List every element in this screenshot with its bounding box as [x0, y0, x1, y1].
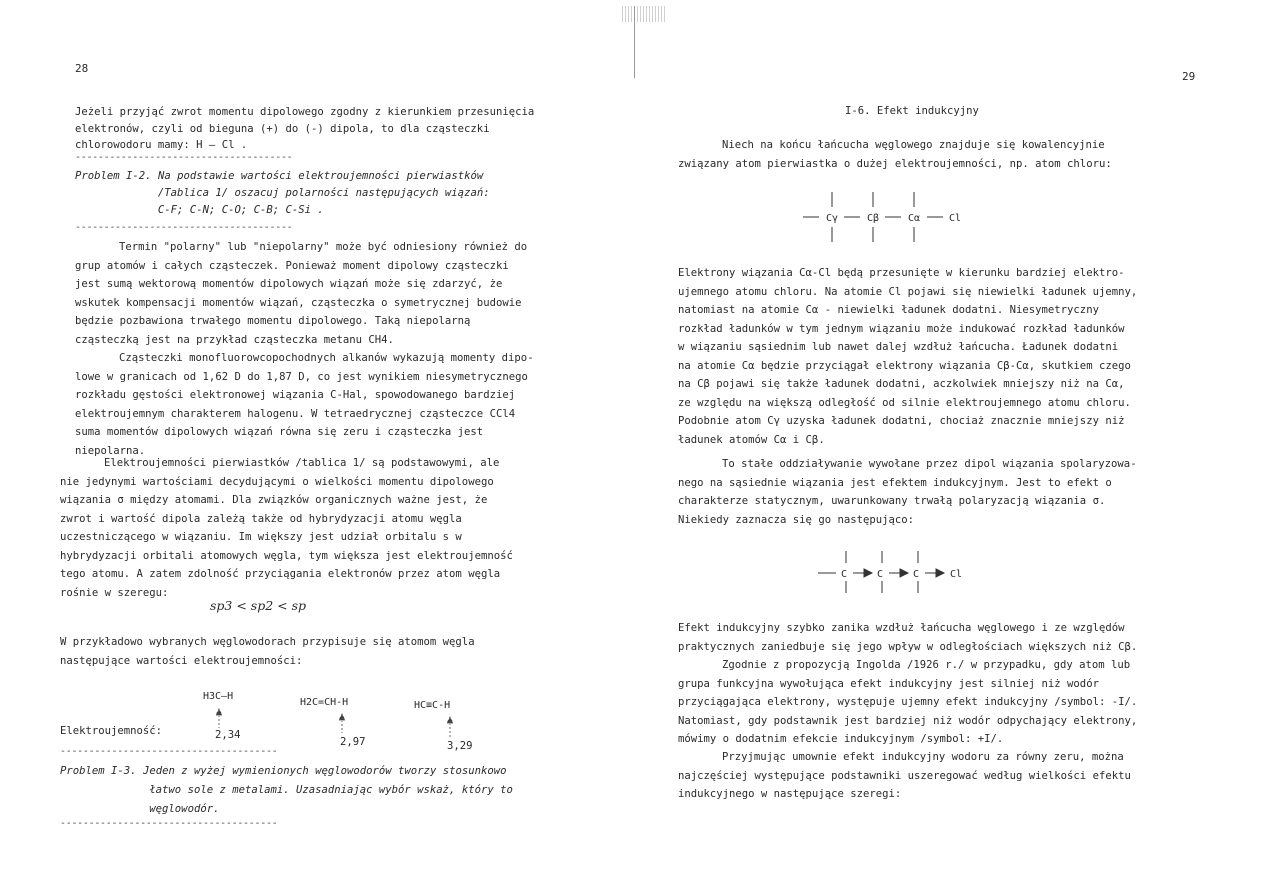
intro-line-1: Jeżeli przyjąć zwrot momentu dipolowego zgodny z kierunkiem przesunięcia — [75, 106, 535, 118]
para-line: przyciągająca elektrony, występuje ujemny efekt indukcyjny /symbol: -I/. — [678, 696, 1138, 708]
para-line: grup atomów i całych cząsteczek. Ponieważ moment dipolowy cząsteczki — [75, 259, 509, 272]
para-line: rośnie w szeregu: — [60, 586, 169, 599]
para-line: indukcyjnego w następujące szeregi: — [678, 788, 902, 800]
chain-atom: Cα — [908, 213, 921, 224]
problem-2-line-1: Na podstawie wartości elektroujemności pierwiastków — [157, 170, 484, 182]
para-line: Niech na końcu łańcucha węglowego znajduje się kowalencyjnie — [722, 139, 1105, 151]
para-line: niepolarna. — [75, 444, 146, 457]
separator-rule: -------------------------------------- — [75, 152, 293, 163]
intro-line-3: chlorowodoru mamy: H — Cl . — [75, 139, 248, 151]
para-line: mówimy o dodatnim efekcie indukcyjnym /symbol: +I/. — [678, 733, 1004, 745]
para-line: następujące wartości elektroujemności: — [60, 654, 303, 667]
para-line: tego atomu. A zatem zdolność przyciągania elektronów przez atom węgla — [60, 568, 501, 580]
para-line: wiązania σ między atomami. Dla związków organicznych ważne jest, że — [60, 494, 488, 506]
paragraph-ingold — [678, 656, 1137, 749]
para-line: ujemnego atomu chloru. Na atomie Cl pojawi się niewielki ładunek ujemny, — [678, 285, 1138, 298]
right-page — [632, 0, 1263, 893]
hydrocarbon-formula: H2C=CH-H — [300, 697, 349, 708]
para-line: Termin "polarny" lub "niepolarny" może być odniesiony również do — [119, 241, 528, 253]
chain-atom: C — [841, 569, 848, 580]
para-line: wskutek kompensacji momentów wiązań, cząsteczka o symetrycznej budowie — [75, 296, 522, 309]
para-line: rozkład ładunków w tym jednym wiązaniu może indukować rozkład ładunków — [678, 322, 1125, 335]
chain-atom: C — [913, 569, 920, 580]
para-line: uczestniczącego w wiązaniu. Im większy jest udział orbitalu s w — [60, 531, 462, 543]
para-line: Elektrony wiązania Cα-Cl będą przesunięte w kierunku bardziej elektro- — [678, 267, 1125, 279]
para-line: na atomie Cα będzie przyciągał elektrony wiązania Cβ-Cα, skutkiem czego — [678, 359, 1131, 372]
problem-2-line-3: C-F; C-N; C-O; C-B; C-Si . — [157, 204, 324, 216]
problem-3-line-3: węglowodór. — [149, 803, 220, 815]
problem-3-label: Problem I-3. — [60, 765, 137, 777]
para-line: Zgodnie z propozycją Ingolda /1926 r./ w przypadku, gdy atom lub — [722, 659, 1131, 671]
problem-3-line-1: Jeden z wyżej wymienionych węglowodorów tworzy stosunkowo — [142, 765, 507, 777]
para-line: nie jedynymi wartościami decydującymi o wielkości momentu dipolowego — [60, 475, 494, 488]
para-line: praktycznych zaniedbuje się jego wpływ w odległościach większych niż Cβ. — [678, 640, 1138, 653]
hybridization-series: sp3 < sp2 < sp — [210, 598, 306, 613]
problem-2-label: Problem I-2. — [75, 170, 152, 182]
chain-atom: Cγ — [826, 213, 839, 224]
para-line: hybrydyzacji orbitali atomowych węgla, tym większa jest elektroujemność — [60, 549, 513, 562]
electronegativity-label: Elektroujemność: — [60, 725, 163, 737]
para-line: W przykładowo wybranych węglowodorach przypisuje się atomom węgla — [60, 636, 475, 648]
para-line: Przyjmując umownie efekt indukcyjny wodoru za równy zeru, można — [722, 751, 1124, 763]
para-line: w wiązaniu sąsiednim lub nawet dalej wzdłuż łańcucha. Ładunek dodatni — [678, 341, 1119, 353]
para-line: będzie pozbawiona trwałego momentu dipolowego. Taką niepolarną — [75, 315, 471, 327]
para-line: Efekt indukcyjny szybko zanika wzdłuż łańcucha węglowego i ze względów — [678, 622, 1125, 634]
para-line: ze względu na większą odległość od silnie elektroujemnego atomu chloru. — [678, 396, 1131, 409]
para-line: suma momentów dipolowych wiązań równa się zeru i cząsteczka jest — [75, 426, 484, 438]
intro-line-2: elektronów, czyli od bieguna (+) do (-) dipola, to dla cząsteczki — [75, 122, 490, 135]
para-line: Elektroujemności pierwiastków /tablica 1/ są podstawowymi, ale — [104, 457, 500, 469]
separator-rule: -------------------------------------- — [60, 818, 278, 829]
problem-3-line-2: łatwo sole z metalami. Uzasadniając wybór wskaż, który to — [149, 784, 513, 796]
para-line: Natomiast, gdy podstawnik jest bardziej niż wodór odpychający elektrony, — [678, 714, 1138, 727]
para-line: Podobnie atom Cγ uzyska ładunek dodatni, chociaż znacznie mniejszy niż — [678, 415, 1125, 427]
hydrocarbon-formula: HC≡C-H — [414, 700, 451, 711]
chain-atom: C — [877, 569, 884, 580]
para-line: rozkładu gęstości elektronowej wiązania C-Hal, spowodowanego bardziej — [75, 389, 516, 401]
para-line: To stałe oddziaływanie wywołane przez dipol wiązania spolaryzowa- — [722, 458, 1137, 470]
chain-atom-chlorine: Cl — [949, 213, 962, 224]
para-line: ładunek atomów Cα i Cβ. — [678, 433, 825, 446]
problem-3 — [60, 762, 513, 819]
para-line: lowe w granicach od 1,62 D do 1,87 D, co jest wynikiem niesymetrycznego — [75, 370, 528, 383]
electronegativity-value: 2,97 — [340, 736, 366, 748]
separator-rule: -------------------------------------- — [75, 222, 293, 233]
left-page — [0, 0, 620, 893]
para-line: natomiast na atomie Cα - niewielki ładunek dodatni. Niesymetryczny — [678, 304, 1099, 316]
para-line: charakterze statycznym, uwarunkowany trwałą polaryzacją wiązania σ. — [678, 495, 1106, 507]
para-line: na Cβ pojawi się także ładunek dodatni, aczkolwiek mniejszy niż na Cα, — [678, 378, 1125, 390]
para-line: nego na sąsiednie wiązania jest efektem indukcyjnym. Jest to efekt o — [678, 476, 1112, 489]
para-line: elektroujemnym charakterem halogenu. W tetraedrycznej cząsteczce CCl4 — [75, 407, 516, 420]
chain-atom: Cβ — [867, 213, 880, 224]
electronegativity-value: 3,29 — [447, 740, 473, 752]
paragraph-series — [678, 748, 1131, 804]
para-line: grupa funkcyjna wywołująca efekt indukcyjny jest silniej niż wodór — [678, 677, 1099, 690]
para-line: najczęściej występujące podstawniki uszeregować według wielkości efektu — [678, 769, 1131, 782]
electronegativity-value: 2,34 — [215, 729, 241, 741]
para-line: zwrot i wartość dipola zależą także od hybrydyzacji atomu węgla — [60, 512, 462, 525]
para-line: Cząsteczki monofluorowcopochodnych alkanów wykazują momenty dipo- — [119, 352, 534, 364]
paragraph-decay — [678, 619, 1137, 656]
hydrocarbon-formula: H3C—H — [203, 691, 234, 702]
para-line: Niekiedy zaznacza się go następująco: — [678, 513, 914, 526]
para-line: jest sumą wektorową momentów dipolowych wiązań może się zdarzyć, że — [75, 278, 503, 290]
para-line: cząsteczką jest na przykład cząsteczka metanu CH4. — [75, 333, 394, 346]
page-number: 28 — [75, 62, 89, 75]
page-number: 29 — [1182, 70, 1196, 83]
para-line: związany atom pierwiastka o dużej elektroujemności, np. atom chloru: — [678, 157, 1112, 170]
hydrocarbon-arrows — [0, 0, 620, 893]
problem-2-line-2: /Tablica 1/ oszacuj polarności następujących wiązań: — [157, 187, 490, 199]
section-heading: I-6. Efekt indukcyjny — [845, 105, 979, 117]
separator-rule: -------------------------------------- — [60, 746, 278, 757]
chain-atom-chlorine: Cl — [950, 569, 963, 580]
